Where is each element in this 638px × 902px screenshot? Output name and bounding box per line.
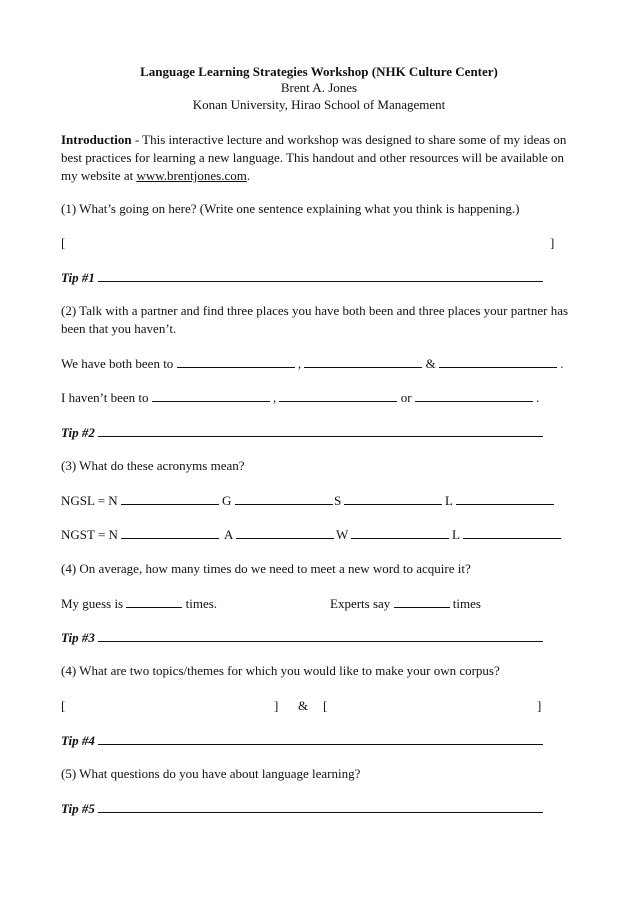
corpus-close-bracket-1: ] xyxy=(274,698,279,713)
q2-line-2-sep-1: , xyxy=(272,390,277,405)
ngsl-letter-l: L xyxy=(445,493,453,508)
question-4b: (4) What are two topics/themes for which you would like to make your own corpus? xyxy=(61,663,500,678)
q2-line-2-end: . xyxy=(536,390,540,405)
introduction-label: Introduction xyxy=(61,132,132,147)
corpus-close-bracket-2: ] xyxy=(537,698,542,713)
introduction-text: - This interactive lecture and workshop was designed to share some of my ideas on best practices for learning a new language. This handout and other resources will be available on my website at xyxy=(61,132,567,183)
question-3: (3) What do these acronyms mean? xyxy=(61,458,245,473)
ngsl-blank-l[interactable] xyxy=(456,491,554,505)
tip-1-row xyxy=(61,268,543,287)
tip-1-blank[interactable] xyxy=(98,268,543,282)
q2-line-1-prefix: We have both been to xyxy=(61,356,174,371)
q1-open-bracket: [ xyxy=(61,235,66,250)
q2-line-1-blank-1[interactable] xyxy=(177,354,295,368)
q2-line-2-sep-2: or xyxy=(400,390,412,405)
q2-line-1-sep-2: & xyxy=(425,356,436,371)
introduction-end: . xyxy=(246,168,251,183)
q2-line-2-prefix: I haven’t been to xyxy=(61,390,149,405)
q2-line-2-blank-3[interactable] xyxy=(415,388,533,402)
ngst-blank-a[interactable] xyxy=(236,525,334,539)
ngst-letter-l: L xyxy=(452,527,460,542)
guess-suffix: times. xyxy=(185,596,218,611)
ngst-l xyxy=(452,525,561,544)
q2-line-1-sep-1: , xyxy=(297,356,302,371)
tip-1-label: Tip #1 xyxy=(61,270,95,285)
ngsl-letter-s: S xyxy=(334,493,342,508)
experts-blank[interactable] xyxy=(394,594,450,608)
ngsl-l xyxy=(445,491,554,510)
corpus-open-bracket-1: [ xyxy=(61,698,66,713)
ngsl-blank-g[interactable] xyxy=(235,491,333,505)
ngsl-s xyxy=(334,491,442,510)
q1-close-bracket: ] xyxy=(550,235,555,250)
question-4a: (4) On average, how many times do we need to meet a new word to acquire it? xyxy=(61,561,471,576)
guess-blank[interactable] xyxy=(126,594,182,608)
corpus-ampersand: & xyxy=(298,698,309,713)
ngst-row xyxy=(61,525,219,544)
experts-prefix: Experts say xyxy=(330,596,391,611)
tip-4-label: Tip #4 xyxy=(61,733,95,748)
ngsl-row xyxy=(61,491,219,510)
question-1: (1) What’s going on here? (Write one sentence explaining what you think is happening.) xyxy=(61,201,520,216)
document-title: Language Learning Strategies Workshop (NHK Culture Center) xyxy=(140,64,498,79)
ngst-a xyxy=(224,525,334,544)
q2-line-1-end: . xyxy=(560,356,564,371)
q2-line-2-blank-1[interactable] xyxy=(152,388,270,402)
corpus-open-bracket-2: [ xyxy=(323,698,328,713)
tip-5-row xyxy=(61,799,543,818)
ngst-letter-w: W xyxy=(336,527,349,542)
guess-prefix: My guess is xyxy=(61,596,124,611)
tip-4-blank[interactable] xyxy=(98,731,543,745)
question-2: (2) Talk with a partner and find three places you have both been and three places your partner has been that you haven’t. xyxy=(61,303,569,336)
experts-row xyxy=(330,594,481,613)
affiliation: Konan University, Hirao School of Management xyxy=(192,97,446,112)
tip-5-blank[interactable] xyxy=(98,799,543,813)
question-5: (5) What questions do you have about language learning? xyxy=(61,766,361,781)
q2-line-1-blank-3[interactable] xyxy=(439,354,557,368)
ngsl-blank-n[interactable] xyxy=(121,491,219,505)
experts-suffix: times xyxy=(452,596,481,611)
tip-2-label: Tip #2 xyxy=(61,425,95,440)
q2-line-1 xyxy=(61,354,563,373)
ngsl-letter-g: G xyxy=(222,493,232,508)
q2-line-1-blank-2[interactable] xyxy=(304,354,422,368)
ngsl-g xyxy=(222,491,333,510)
tip-5-label: Tip #5 xyxy=(61,801,95,816)
tip-3-row xyxy=(61,628,543,647)
ngst-label: NGST = N xyxy=(61,527,118,542)
tip-4-row xyxy=(61,731,543,750)
tip-2-row xyxy=(61,423,543,442)
tip-2-blank[interactable] xyxy=(98,423,543,437)
website-link[interactable]: www.brentjones.com xyxy=(136,168,247,183)
tip-3-label: Tip #3 xyxy=(61,630,95,645)
tip-3-blank[interactable] xyxy=(98,628,543,642)
q2-line-2-blank-2[interactable] xyxy=(279,388,397,402)
ngst-blank-n[interactable] xyxy=(121,525,219,539)
q2-line-2 xyxy=(61,388,539,407)
ngst-blank-l[interactable] xyxy=(463,525,561,539)
guess-row xyxy=(61,594,217,613)
ngst-blank-w[interactable] xyxy=(351,525,449,539)
ngsl-label: NGSL = N xyxy=(61,493,118,508)
ngst-letter-a: A xyxy=(224,527,233,542)
ngsl-blank-s[interactable] xyxy=(344,491,442,505)
introduction-paragraph xyxy=(61,131,581,185)
ngst-w xyxy=(336,525,449,544)
author-name: Brent A. Jones xyxy=(280,80,358,95)
